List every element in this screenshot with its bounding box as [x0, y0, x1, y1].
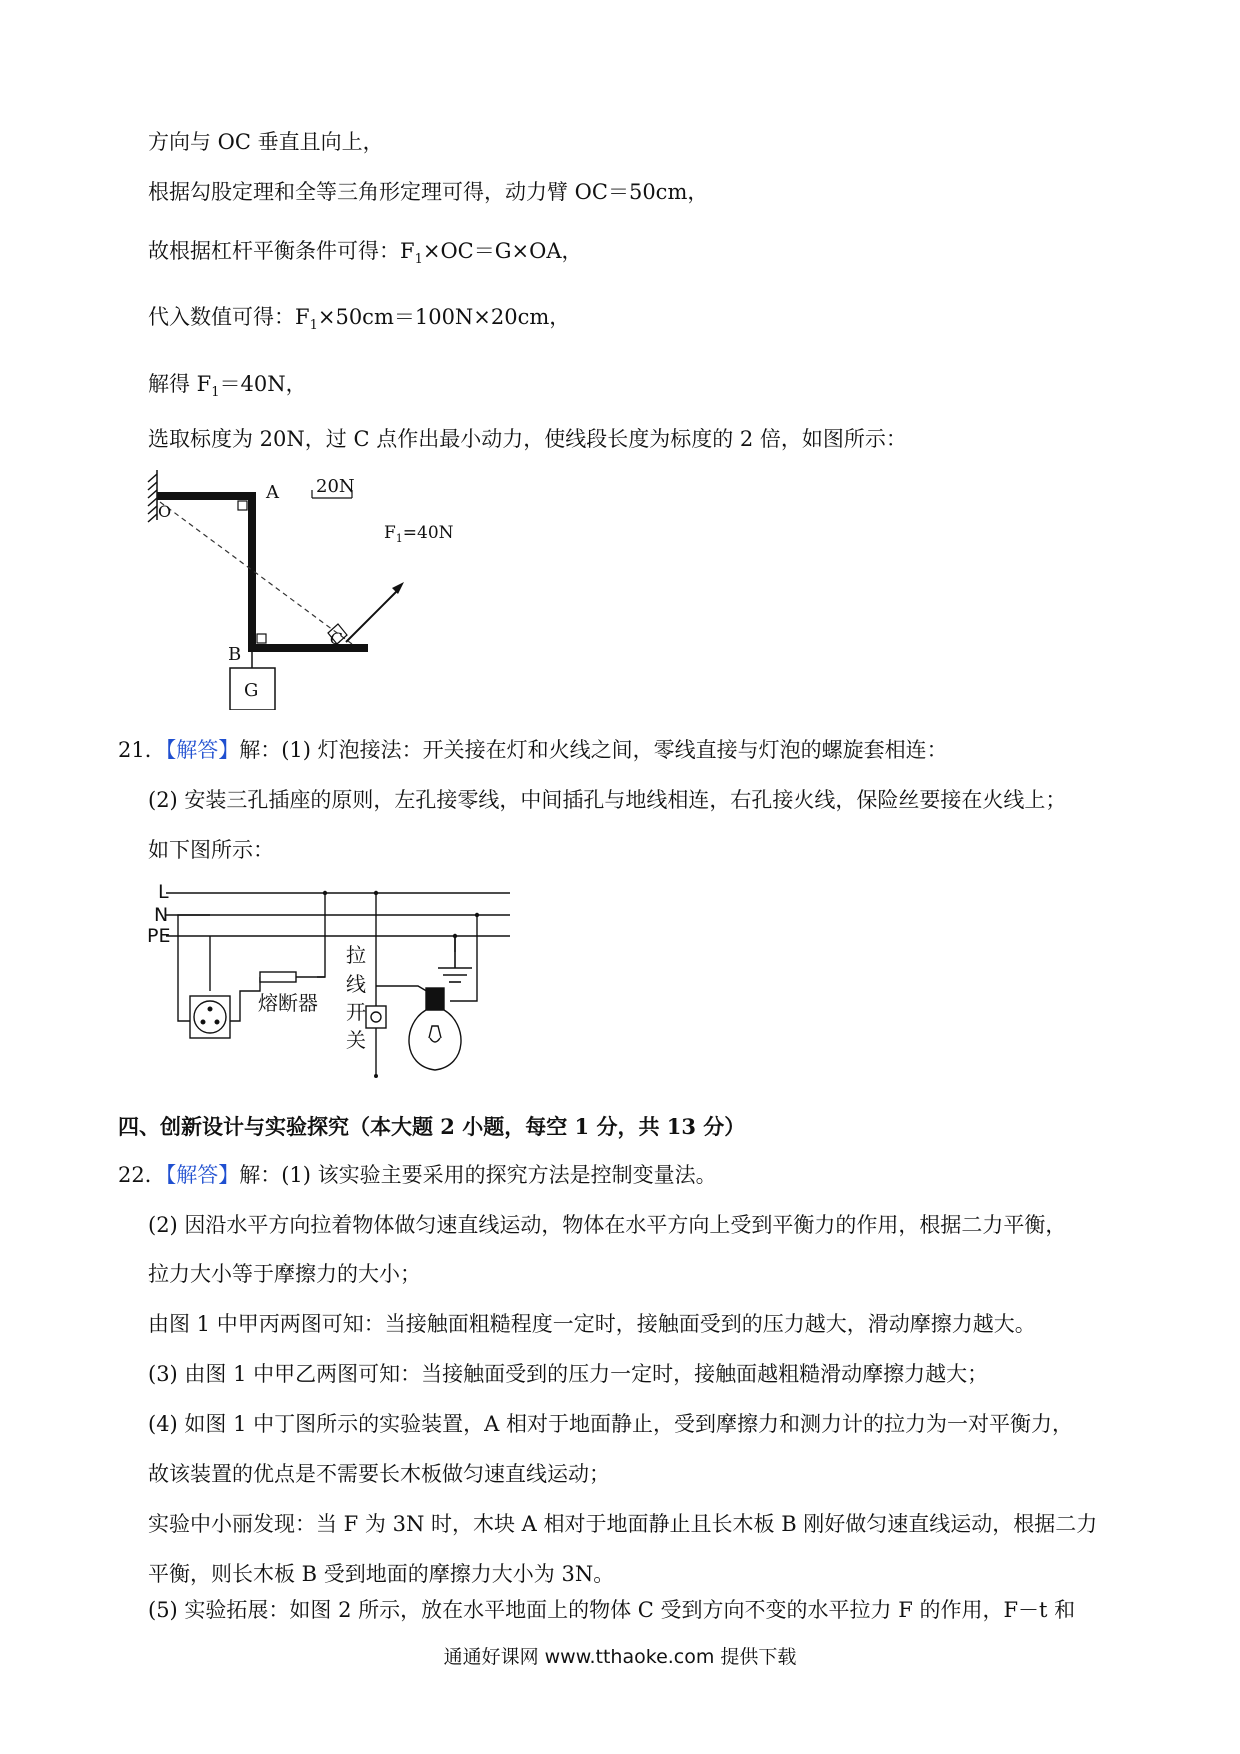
- switch-char-4: 关: [346, 1028, 366, 1052]
- q22-line3: 拉力大小等于摩擦力的大小；: [148, 1262, 421, 1286]
- switch-char-1: 拉: [346, 943, 366, 967]
- fuse-junction: [323, 891, 327, 895]
- three-hole-socket: [190, 996, 230, 1038]
- pe-junction: [453, 934, 457, 938]
- label-a: A: [266, 482, 279, 503]
- switch-char-2: 线: [346, 972, 366, 996]
- q21-line1: 21．【解答】解：(1) 灯泡接法：开关接在灯和火线之间，零线直接与灯泡的螺旋套相连：: [118, 738, 948, 762]
- power-lines: [166, 893, 510, 936]
- scale-label: 20N: [316, 476, 355, 497]
- q22-line2: (2) 因沿水平方向拉着物体做匀速直线运动，物体在水平方向上受到平衡力的作用，根据二力平衡，: [148, 1213, 1067, 1237]
- n-junction: [475, 913, 479, 917]
- switch-bottom-dot: [374, 1074, 378, 1078]
- subscript-1: 1: [211, 385, 220, 401]
- circuit-figure: [140, 876, 540, 1096]
- q22-line7: 故该装置的优点是不需要长木板做匀速直线运动；: [148, 1462, 610, 1486]
- q22-line8: 实验中小丽发现：当 F 为 3N 时，木块 A 相对于地面静止且长木板 B 刚好做匀速直线运动，根据二力: [148, 1512, 1098, 1536]
- line-solve: 解得 $F_1=40N$，: [148, 372, 307, 401]
- q22-line4: 由图 1 中甲丙两图可知：当接触面粗糙程度一定时，接触面受到的压力越大，滑动摩擦力越大。: [148, 1312, 1036, 1336]
- line-lever-balance: 故根据杠杆平衡条件可得：$F_1\times OC=G\times OA$，: [148, 239, 583, 268]
- lever-figure: [140, 470, 470, 710]
- subscript-1: 1: [309, 318, 318, 334]
- label-l: L: [158, 881, 169, 903]
- q22-line5: (3) 由图 1 中甲乙两图可知：当接触面受到的压力一定时，接触面越粗糙滑动摩擦力越大；: [148, 1362, 989, 1386]
- ground-symbol: [438, 936, 472, 982]
- label-g: G: [244, 680, 259, 701]
- q22-line1: 22．【解答】解：(1) 该实验主要采用的探究方法是控制变量法。: [118, 1163, 717, 1187]
- page-footer: 通通好课网 www.tthaoke.com 提供下载: [443, 1646, 797, 1668]
- q21-line3: 如下图所示：: [148, 838, 274, 862]
- line-scale: 选取标度为 20N，过 C 点作出最小动力，使线段长度为标度的 2 倍，如图所示：: [148, 427, 907, 451]
- force-arrow-line: [346, 590, 398, 642]
- q22-line9: 平衡，则长木板 B 受到地面的摩擦力大小为 3N。: [148, 1562, 615, 1586]
- label-b: B: [228, 644, 242, 665]
- q22-line10: (5) 实验拓展：如图 2 所示，放在水平地面上的物体 C 受到方向不变的水平拉力 F 的作用，F－t 和: [148, 1598, 1076, 1622]
- q21-answer-tag: 【解答】: [165, 738, 240, 762]
- section-4-heading: 四、创新设计与实验探究（本大题 2 小题，每空 1 分，共 13 分）: [118, 1114, 746, 1139]
- fuse: [260, 972, 296, 982]
- label-n: N: [154, 904, 169, 926]
- line-substitute: 代入数值可得：$F_1\times 50cm=100N\times 20cm$，: [148, 305, 571, 334]
- switch-char-3: 开: [346, 1000, 366, 1024]
- force-arrow-head: [392, 582, 404, 594]
- force-label: $F_1=40N$: [384, 523, 454, 545]
- line-direction: 方向与 OC 垂直且向上，: [148, 130, 384, 154]
- q22-answer-tag: 【解答】: [165, 1163, 240, 1187]
- q21-line2: (2) 安装三孔插座的原则，左孔接零线，中间插孔与地线相连，右孔接火线，保险丝要接在火线上；: [148, 788, 1067, 812]
- fuse-label: 熔断器: [258, 991, 318, 1015]
- label-pe: PE: [147, 925, 171, 947]
- light-bulb: [409, 988, 461, 1070]
- switch-junction: [374, 891, 378, 895]
- lever-bars: [157, 492, 368, 652]
- wall-hatch: [148, 470, 157, 522]
- pull-switch: [366, 893, 386, 1076]
- subscript-1: 1: [414, 252, 423, 268]
- line-pythagoras: 根据勾股定理和全等三角形定理可得，动力臂 OC＝50cm，: [148, 180, 709, 204]
- q22-line6: (4) 如图 1 中丁图所示的实验装置，A 相对于地面静止，受到摩擦力和测力计的拉力为一对平衡力，: [148, 1412, 1073, 1436]
- label-o: O: [158, 502, 172, 521]
- label-c: C: [330, 629, 343, 648]
